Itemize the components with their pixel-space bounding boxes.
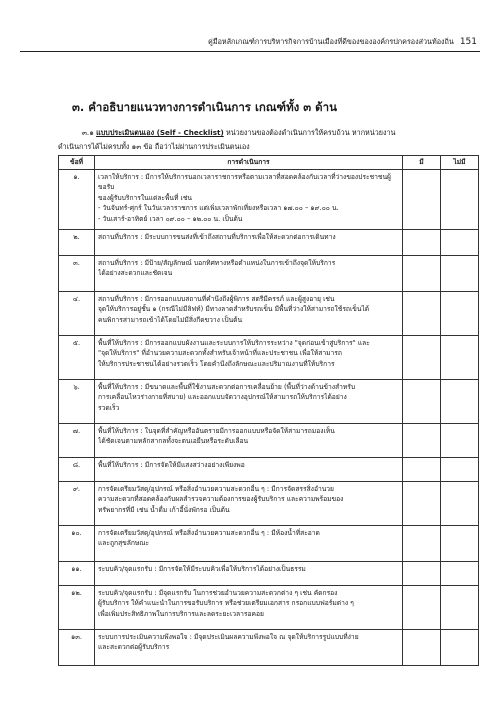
item-description [95,291,403,335]
table-row [59,169,479,229]
item-number: ๑๐. [59,525,95,561]
item-number: ๕. [59,335,95,379]
item-description [95,229,403,255]
not-has-checkbox-cell[interactable] [441,525,479,561]
not-has-checkbox-cell[interactable] [441,629,479,665]
has-checkbox-cell[interactable] [403,291,441,335]
intro-line2: ดำเนินการได้ไม่ครบทั้ง ๑๓ ข้อ ถือว่าไม่ผ่านการประเมินตนเอง [58,142,250,151]
item-description-line: และถูกสุขลักษณะ [98,539,150,548]
item-description-line: เวลาให้บริการ : มีการให้บริการนอกเวลาราชการหรือตามเวลาที่สอดคล้องกับเวลาที่ว่างของประชาชนผู้ขอรับ [98,172,391,192]
item-description-line: การจัดเตรียมวัสดุ/อุปกรณ์ หรือสิ่งอำนวยความสะดวกอื่น ๆ : มีการจัดสรรสิ่งอำนวย [98,484,334,493]
item-number: ๒. [59,229,95,255]
header-no: ข้อที่ [59,156,95,170]
not-has-checkbox-cell[interactable] [441,457,479,481]
header-title: คู่มือหลักเกณฑ์การบริหารกิจการบ้านเมืองที่ดีของขององค์กรปกครองส่วนท้องถิ่น [208,37,454,46]
has-checkbox-cell[interactable] [403,335,441,379]
item-description-line: จุดให้บริการอยู่ชั้น ๑ (กรณีไม่มีลิฟท์) มีทางลาดสำหรับรถเข็น มีพื้นที่ว่างให้สามารถใช้รถเข็นได้ [98,305,370,314]
table-row [59,629,479,665]
item-description [95,379,403,423]
item-description [95,585,403,629]
has-checkbox-cell[interactable] [403,585,441,629]
item-description [95,481,403,525]
item-description [95,335,403,379]
item-description-line: สถานที่บริการ : มีระบบการขนส่งที่เข้าถึงสถานที่บริการเพื่อให้สะดวกต่อการเดินทาง [98,232,336,241]
item-description [95,423,403,457]
intro-line1-rest: หน่วยงานของต้องดำเนินการให้ครบถ้วน หากหน่วยงาน [226,128,396,137]
item-number: ๑๓. [59,629,95,665]
item-description-line: การเคลื่อนไหวร่างกายที่สบาย) และออกแบบจัดวางอุปกรณ์ให้สามารถให้บริการได้อย่าง [98,393,347,402]
item-description-line: พื้นที่ให้บริการ : มีการออกแบบผังงานและระบบการให้บริการระหว่าง "จุดก่อนเข้าสู่บริการ" และ [98,338,370,347]
item-number: ๙. [59,481,95,525]
item-description-line: สถานที่บริการ : มีการออกแบบสถานที่คำนึงถึงผู้พิการ สตรีมีครรภ์ และผู้สูงอายุ เช่น [98,294,335,303]
item-description-line: - วันเสาร์-อาทิตย์ เวลา ๐๙.๐๐ – ๑๒.๐๐ น. เป็นต้น [98,214,243,223]
item-description-line: ได้อย่างสะดวกและชัดเจน [98,269,173,278]
not-has-checkbox-cell[interactable] [441,481,479,525]
table-row [59,229,479,255]
item-number: ๘. [59,457,95,481]
not-has-checkbox-cell[interactable] [441,335,479,379]
item-number: ๑. [59,169,95,229]
table-row [59,423,479,457]
header-has: มี [403,156,441,170]
item-description-line: และสะดวกต่อผู้รับบริการ [98,643,170,652]
not-has-checkbox-cell[interactable] [441,229,479,255]
table-row [59,585,479,629]
table-header-row [59,156,479,170]
item-description-line: ของผู้รับบริการในแต่ละพื้นที่ เช่น [98,193,192,202]
header-not-has: ไม่มี [441,156,479,170]
has-checkbox-cell[interactable] [403,481,441,525]
has-checkbox-cell[interactable] [403,561,441,585]
item-description [95,525,403,561]
item-number: ๔. [59,291,95,335]
item-description-line: - วันจันทร์-ศุกร์ ในวันเวลาราชการ แต่เพิ่มเวลาพักเที่ยงหรือเวลา ๑๗.๐๐ – ๑๙.๐๐ น. [98,204,339,213]
table-row [59,335,479,379]
table-body [59,169,479,665]
table-row [59,379,479,423]
item-description-line: สถานที่บริการ : มีป้าย/สัญลักษณ์ บอกทิศทางหรือตำแหน่งในการเข้าถึงจุดให้บริการ [98,258,336,267]
has-checkbox-cell[interactable] [403,229,441,255]
item-description-line: พื้นที่ให้บริการ : ในจุดที่สำคัญหรืออันตรายมีการออกแบบหรือจัดให้สามารถมองเห็น [98,426,335,435]
section-title: ๓. คำอธิบายแนวทางการดำเนินการ เกณฑ์ทั้ง ๓ ด้าน [72,100,337,114]
not-has-checkbox-cell[interactable] [441,585,479,629]
not-has-checkbox-cell[interactable] [441,423,479,457]
header-operation: การดำเนินการ [95,156,403,170]
checklist-label: แบบประเมินตนเอง (Self - Checklist) [96,128,224,137]
item-description-line: ระบบคิว/จุดแรกรับ : มีการจัดให้มีระบบคิวเพื่อให้บริการได้อย่างเป็นธรรม [98,564,306,573]
table-row [59,561,479,585]
header-rule [20,51,480,52]
item-description [95,255,403,291]
page-number: 151 [459,37,477,47]
item-number: ๖. [59,379,95,423]
has-checkbox-cell[interactable] [403,255,441,291]
item-description [95,629,403,665]
not-has-checkbox-cell[interactable] [441,169,479,229]
running-header [200,37,477,48]
item-description [95,457,403,481]
table-row [59,457,479,481]
intro-number: ๓.๑ [82,128,94,137]
item-description-line: ผู้รับบริการ ให้คำแนะนำในการขอรับบริการ หรือช่วยเตรียมเอกสาร กรอกแบบฟอร์มต่าง ๆ [98,599,354,608]
item-number: ๑๑. [59,561,95,585]
item-number: ๗. [59,423,95,457]
item-description [95,169,403,229]
item-description-line: ทรัพยากรที่มี เช่น น้ำดื่ม เก้าอี้นั่งพักรอ เป็นต้น [98,505,230,514]
has-checkbox-cell[interactable] [403,629,441,665]
intro-paragraph [58,126,478,154]
item-description-line: พื้นที่ให้บริการ : มีขนาดและพื้นที่ใช้งานสะดวกต่อการเคลื่อนย้าย (พื้นที่ว่างด้านข้างสำหรับ [98,382,356,391]
item-description-line: ระบบการประเมินความพึงพอใจ : มีจุดประเมินผลความพึงพอใจ ณ จุดให้บริการรูปแบบที่ง่าย [98,632,359,641]
has-checkbox-cell[interactable] [403,379,441,423]
has-checkbox-cell[interactable] [403,525,441,561]
item-description-line: การจัดเตรียมวัสดุ/อุปกรณ์ หรือสิ่งอำนวยความสะดวกอื่น ๆ : มีห้องน้ำที่สะอาด [98,528,320,537]
item-number: ๑๒. [59,585,95,629]
has-checkbox-cell[interactable] [403,457,441,481]
item-description-line: ความสะดวกที่สอดคล้องกับผลสำรวจความต้องการของผู้รับบริการ และความพร้อมของ [98,495,344,504]
item-description-line: ให้บริการประชาชนได้อย่างรวดเร็ว โดยคำนึงถึงลักษณะและปริมาณงานที่ให้บริการ [98,359,335,368]
table-row [59,291,479,335]
item-description-line: ระบบคิว/จุดแรกรับ : มีจุดแรกรับ ในการช่วยอำนวยความสะดวกต่าง ๆ เช่น คัดกรอง [98,588,338,597]
item-description [95,561,403,585]
not-has-checkbox-cell[interactable] [441,255,479,291]
item-description-line: เพื่อเพิ่มประสิทธิภาพในการบริการและลดระยะเวลารอคอย [98,609,264,618]
item-description-line: คนพิการสามารถเข้าได้โดยไม่มีสิ่งกีดขวาง เป็นต้น [98,315,243,324]
item-description-line: พื้นที่ให้บริการ : มีการจัดให้มีแสงสว่างอย่างเพียงพอ [98,460,245,469]
has-checkbox-cell[interactable] [403,169,441,229]
item-description-line: ได้ชัดเจนตามหลักสากลทั้งจะตนเอยืนหรือระดับเลือน [98,437,249,446]
item-number: ๓. [59,255,95,291]
table-row [59,481,479,525]
item-description-line: รวดเร็ว [98,403,120,412]
not-has-checkbox-cell[interactable] [441,561,479,585]
not-has-checkbox-cell[interactable] [441,379,479,423]
self-checklist-table [58,155,479,666]
table-row [59,255,479,291]
table-row [59,525,479,561]
not-has-checkbox-cell[interactable] [441,291,479,335]
item-description-line: "จุดให้บริการ" ที่อำนวยความสะดวกทั้งสำหรับเจ้าหน้าที่และประชาชน เพื่อให้สามารถ [98,349,342,358]
has-checkbox-cell[interactable] [403,423,441,457]
